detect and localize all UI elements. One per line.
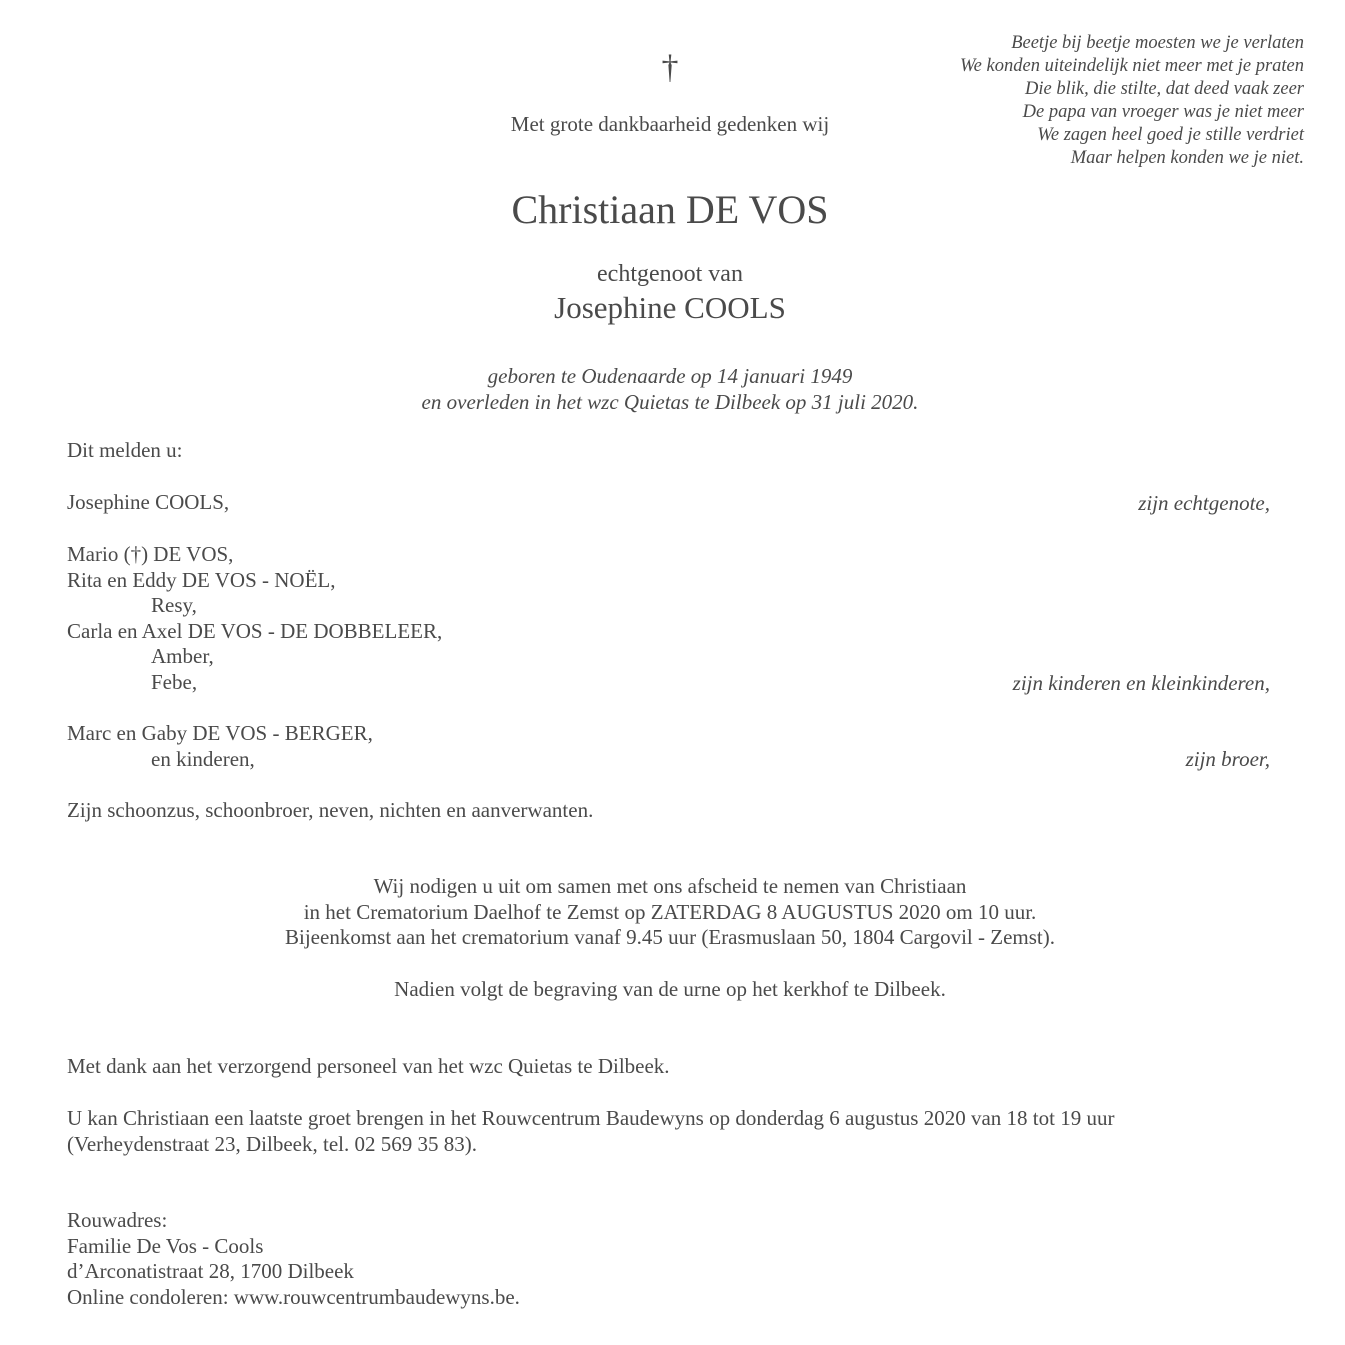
- ceremony-line: in het Crematorium Daelhof te Zemst op ZATERDAG 8 AUGUSTUS 2020 om 10 uur.: [303, 899, 1037, 924]
- visit-line: U kan Christiaan een laatste groet brengen in het Rouwcentrum Baudewyns op donderdag 6 augustus 2020 van 18 tot 19 uur: [67, 1106, 1115, 1130]
- spouse-of-label: echtgenoot van: [597, 261, 743, 287]
- address-street: d’Arconatistraat 28, 1700 Dilbeek: [67, 1259, 354, 1283]
- death-line: en overleden in het wzc Quietas te Dilbeek op 31 juli 2020.: [421, 390, 919, 414]
- announce-intro: Dit melden u:: [67, 438, 183, 462]
- visit-info: [67, 1106, 1114, 1157]
- child-entry: Rita en Eddy DE VOS - NOËL,: [67, 567, 336, 592]
- address-family: Familie De Vos - Cools: [67, 1233, 264, 1258]
- deceased-name: Christiaan DE VOS: [511, 187, 829, 232]
- ceremony-line: Nadien volgt de begraving van de urne op het kerkhof te Dilbeek.: [394, 976, 946, 1001]
- extended-family: Zijn schoonzus, schoonbroer, neven, nichten en aanverwanten.: [67, 798, 594, 822]
- grandchild-entry: Febe,: [151, 669, 198, 694]
- children-relation: zijn kinderen en kleinkinderen,: [1012, 671, 1270, 695]
- ceremony-line: Bijeenkomst aan het crematorium vanaf 9.45 uur (Erasmuslaan 50, 1804 Cargovil - Zemst).: [285, 925, 1055, 949]
- spouse-entry: Josephine COOLS,: [67, 490, 230, 514]
- poem-line: Die blik, die stilte, dat deed vaak zeer: [1025, 79, 1304, 99]
- child-entry: Carla en Axel DE VOS - DE DOBBELEER,: [67, 618, 443, 643]
- cross-icon: †: [661, 49, 679, 86]
- brother-relation: zijn broer,: [1185, 747, 1270, 771]
- poem-line: We konden uiteindelijk niet meer met je praten: [959, 56, 1304, 76]
- birth-death-info: [0, 363, 1340, 415]
- online-condolence-link[interactable]: Online condoleren: www.rouwcentrumbaudewyns.be.: [67, 1284, 520, 1309]
- brother-list: [67, 721, 373, 772]
- brother-kids-entry: en kinderen,: [151, 746, 255, 771]
- children-list: [67, 542, 442, 695]
- mourning-address: [67, 1208, 520, 1310]
- poem-line: Beetje bij beetje moesten we je verlaten: [1011, 33, 1304, 53]
- grandchild-entry: Resy,: [151, 593, 197, 617]
- poem-line: De papa van vroeger was je niet meer: [1022, 102, 1304, 122]
- child-entry: Mario (†) DE VOS,: [67, 542, 234, 566]
- poem-line: We zagen heel goed je stille verdriet: [1037, 125, 1304, 145]
- spouse-relation: zijn echtgenote,: [1138, 491, 1270, 515]
- ceremony-info: [0, 874, 1340, 1002]
- ceremony-line: Wij nodigen u uit om samen met ons afscheid te nemen van Christiaan: [373, 874, 967, 898]
- visit-line: (Verheydenstraat 23, Dilbeek, tel. 02 569 35 83).: [67, 1131, 477, 1156]
- thanks-text: Met dank aan het verzorgend personeel van het wzc Quietas te Dilbeek.: [67, 1054, 670, 1078]
- address-label: Rouwadres:: [67, 1208, 168, 1232]
- birth-line: geboren te Oudenaarde op 14 januari 1949: [487, 364, 853, 388]
- brother-entry: Marc en Gaby DE VOS - BERGER,: [67, 721, 373, 745]
- poem-line: Maar helpen konden we je niet.: [1070, 148, 1304, 168]
- intro-text: Met grote dankbaarheid gedenken wij: [510, 112, 830, 136]
- grandchild-entry: Amber,: [151, 644, 214, 668]
- spouse-name: Josephine COOLS: [554, 290, 786, 325]
